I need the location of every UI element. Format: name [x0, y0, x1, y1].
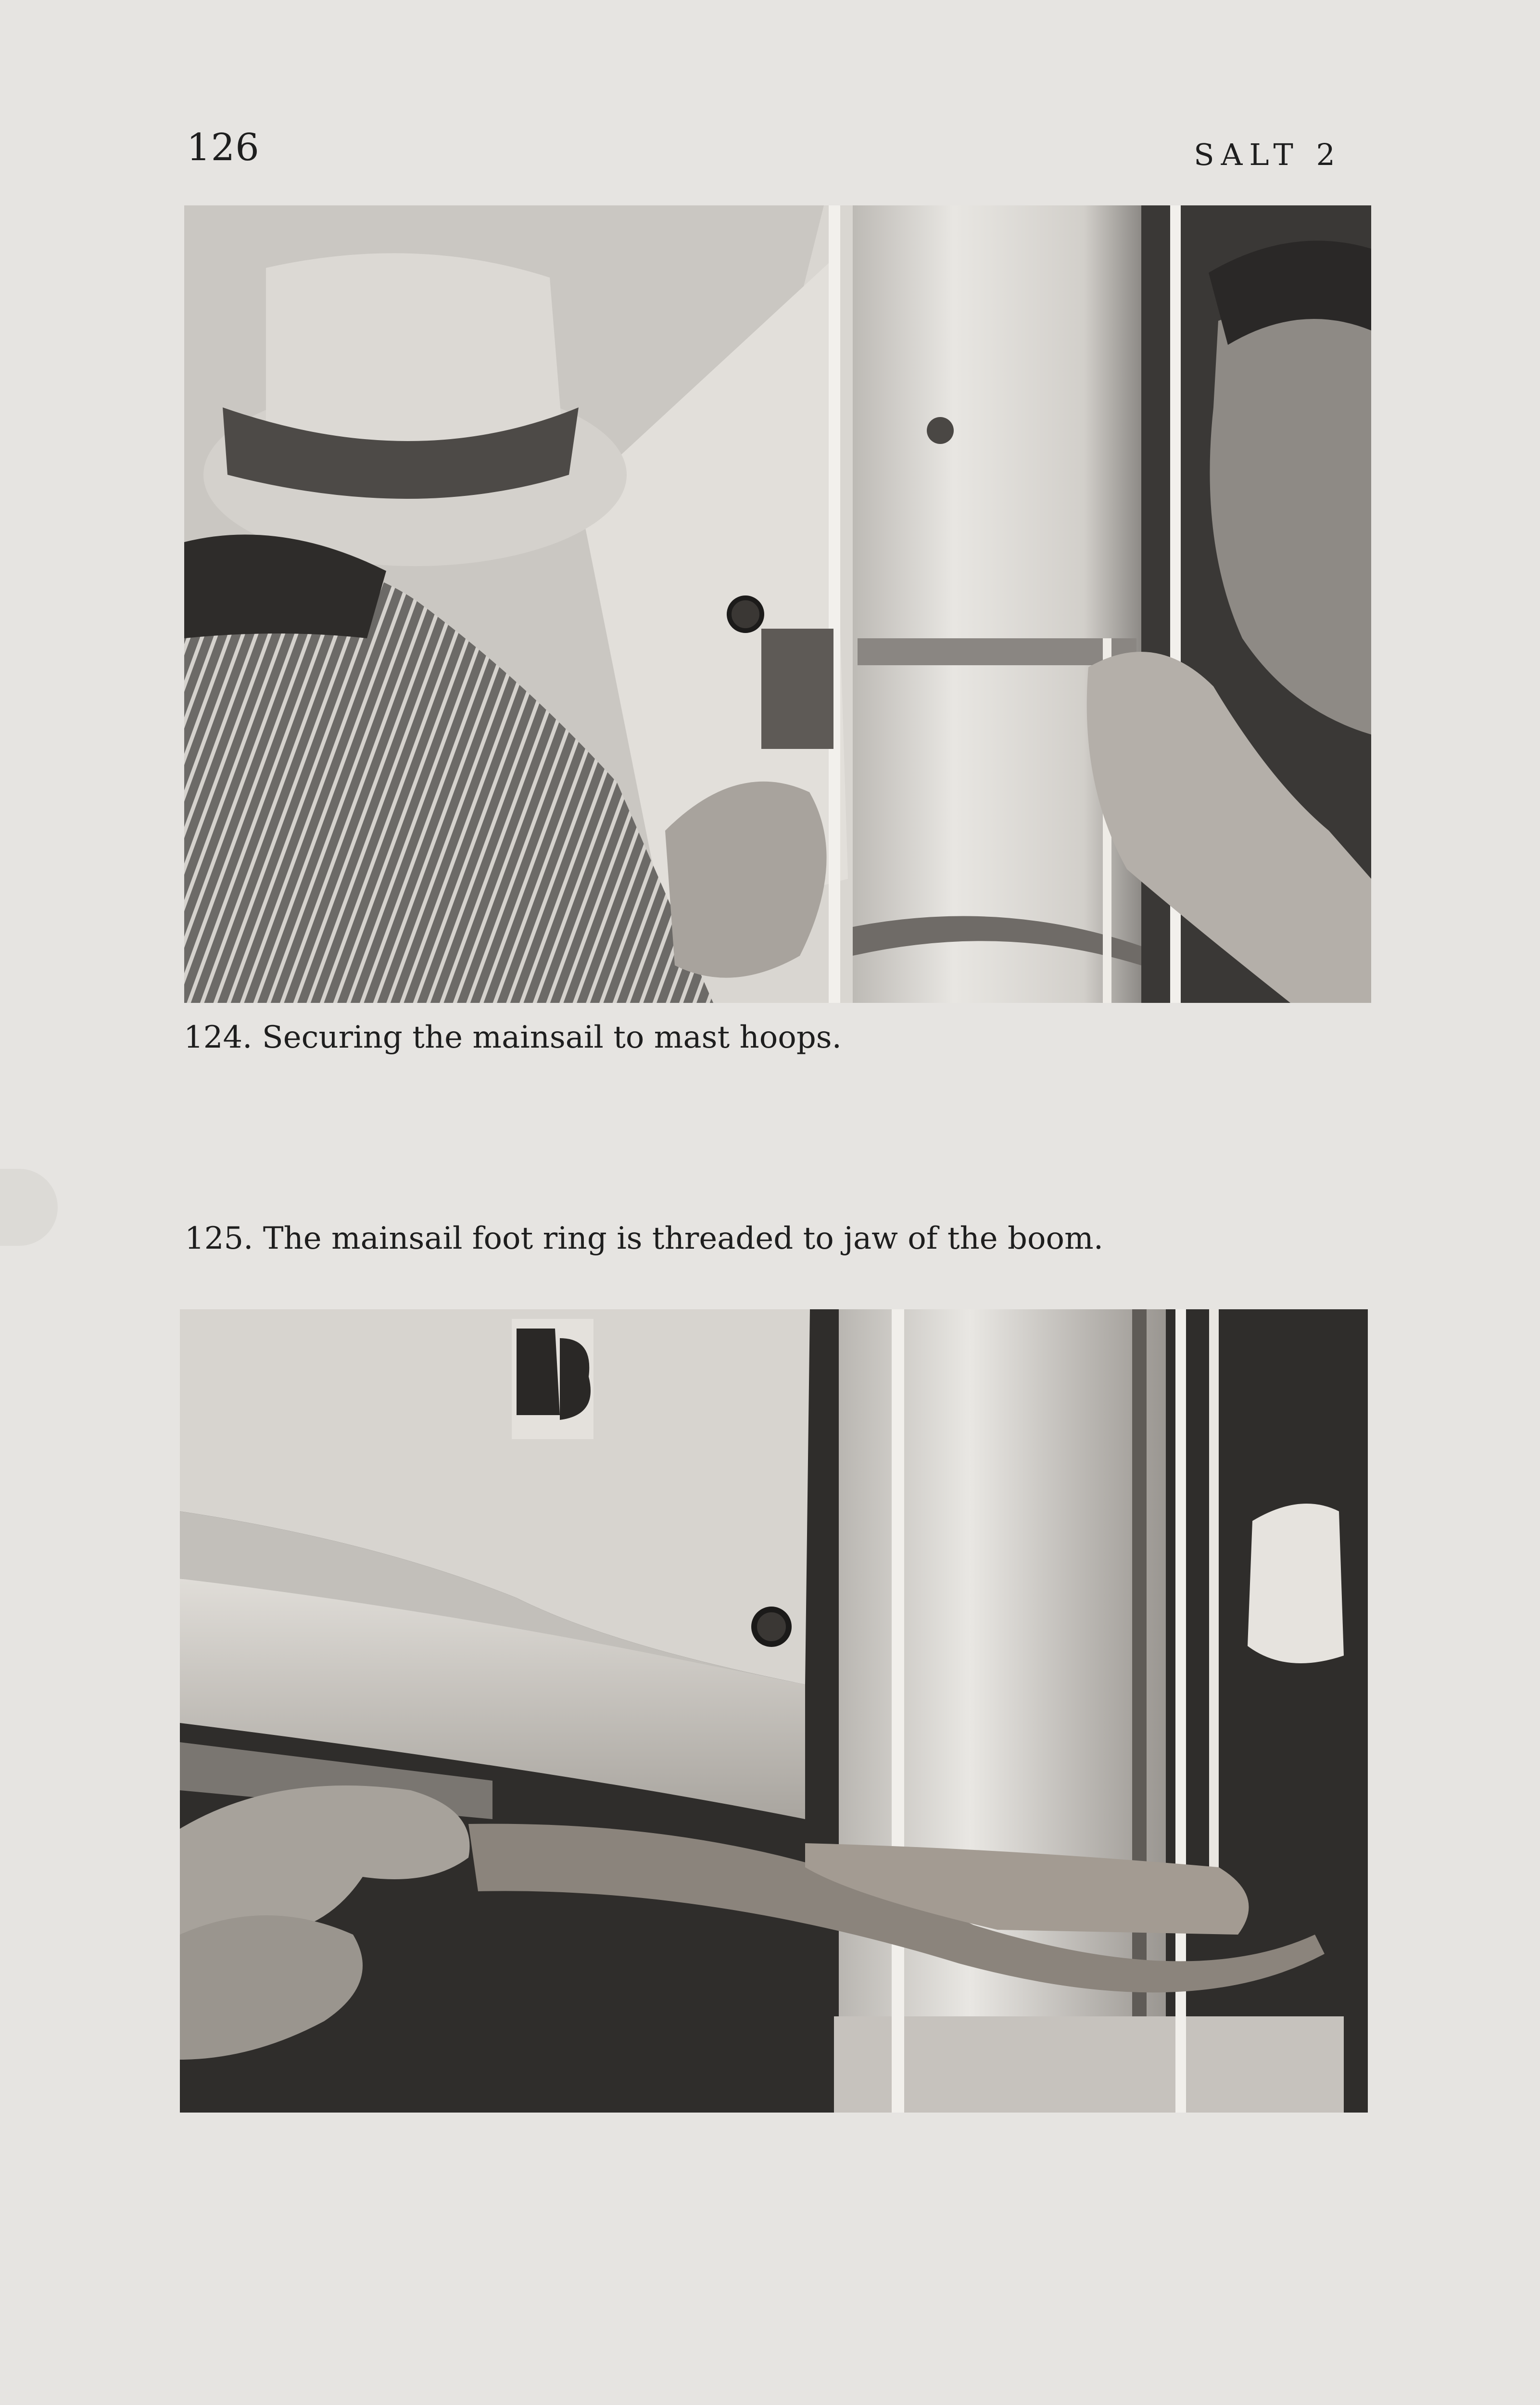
- figure-124-caption: 124. Securing the mainsail to mast hoops.: [184, 1020, 842, 1055]
- photo-mainsail-foot-ring: [180, 1309, 1368, 2113]
- photo-securing-mainsail: [184, 205, 1371, 1003]
- photo-125-illustration: [180, 1309, 1368, 2113]
- paper-blemish: [0, 1169, 58, 1246]
- page-number: 126: [187, 126, 260, 169]
- figure-125-caption: 125. The mainsail foot ring is threaded to jaw of the boom.: [185, 1221, 1104, 1256]
- running-head: SALT 2: [1194, 137, 1342, 172]
- photo-124-illustration: [184, 205, 1371, 1003]
